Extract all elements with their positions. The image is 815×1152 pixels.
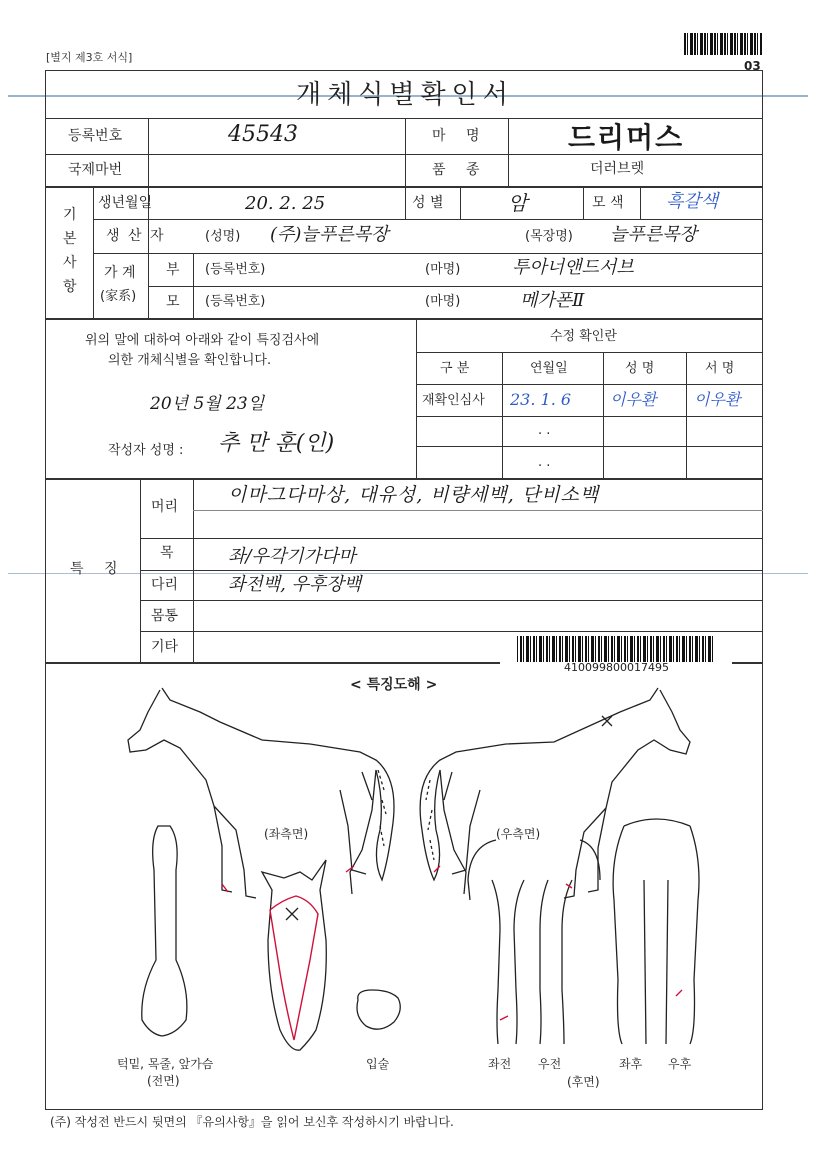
dam-reg-label: (등록번호) bbox=[205, 294, 266, 309]
rear-right-caption: 우후 bbox=[668, 1057, 692, 1071]
horse-name-value: 드리머스 bbox=[568, 121, 685, 154]
family-hanja: (家系) bbox=[100, 289, 137, 304]
right-side-caption: (우측면) bbox=[496, 827, 541, 841]
writer-value: 추 만 훈(인) bbox=[218, 431, 335, 456]
horse-name-label: 마 명 bbox=[432, 128, 488, 144]
legs-label: 다리 bbox=[151, 577, 179, 593]
rear-caption: (후면) bbox=[567, 1075, 600, 1089]
reg-no-label: 등록번호 bbox=[68, 128, 123, 144]
front-caption-2: (전면) bbox=[147, 1074, 180, 1088]
lips-caption: 입술 bbox=[366, 1057, 390, 1071]
breed-value: 더러브렛 bbox=[590, 161, 645, 177]
document-title: 개체식별확인서 bbox=[296, 80, 514, 110]
reg-no-value: 45543 bbox=[228, 122, 298, 147]
statement-line-2: 의한 개체식별을 확인합니다. bbox=[108, 353, 272, 368]
correction-title: 수정 확인란 bbox=[550, 329, 617, 344]
producer-name-value: (주)늘푸른목장 bbox=[270, 224, 389, 245]
sire-reg-label: (등록번호) bbox=[205, 262, 266, 277]
sex-label: 성 별 bbox=[412, 195, 444, 211]
row1-sign: 이우환 bbox=[694, 390, 741, 409]
col-name: 성 명 bbox=[625, 361, 655, 376]
birth-label: 생년월일 bbox=[98, 195, 153, 211]
basic-char-3: 사 bbox=[63, 255, 77, 271]
rear-left-caption: 좌후 bbox=[619, 1057, 643, 1071]
body-label: 몸통 bbox=[151, 608, 179, 624]
front-right-caption: 우전 bbox=[538, 1057, 562, 1071]
left-side-caption: (좌측면) bbox=[264, 827, 309, 841]
col-type: 구 분 bbox=[440, 361, 470, 376]
basic-char-2: 본 bbox=[63, 231, 77, 247]
front-caption-1: 턱밑, 목줄, 앞가슴 bbox=[117, 1057, 214, 1071]
row2-dots: . . bbox=[538, 423, 551, 438]
breed-label: 품 종 bbox=[432, 162, 488, 178]
sire-name-label: (마명) bbox=[425, 262, 461, 277]
intl-no-label: 국제마번 bbox=[68, 162, 123, 178]
basic-char-4: 항 bbox=[63, 279, 77, 295]
statement-line-1: 위의 말에 대하여 아래와 같이 특징검사에 bbox=[85, 333, 320, 348]
dam-name-label: (마명) bbox=[425, 294, 461, 309]
farm-label: (목장명) bbox=[525, 229, 573, 244]
form-number-label: [별지 제3호 서식] bbox=[46, 51, 133, 64]
row1-type: 재확인심사 bbox=[422, 393, 485, 408]
writer-label: 작성자 성명 : bbox=[108, 443, 184, 458]
features-label: 특 징 bbox=[70, 561, 126, 577]
head-value: 이마그다마상, 대유성, 비량세백, 단비소백 bbox=[228, 484, 600, 506]
producer-label: 생 산 자 bbox=[106, 228, 166, 244]
neck-value: 좌/우각기가다마 bbox=[228, 546, 356, 567]
col-date: 연월일 bbox=[530, 361, 568, 376]
head-label: 머리 bbox=[151, 499, 179, 515]
confirm-date-value: 20년 5월 23일 bbox=[150, 394, 265, 414]
family-label: 가 계 bbox=[104, 265, 136, 281]
neck-label: 목 bbox=[160, 545, 174, 561]
birth-value: 20. 2. 25 bbox=[245, 193, 326, 214]
legs-value: 좌전백, 우후장백 bbox=[228, 574, 362, 595]
sex-value: 암 bbox=[508, 191, 528, 215]
coat-color-label: 모 색 bbox=[592, 195, 624, 211]
coat-color-value: 흑갈색 bbox=[666, 191, 719, 212]
row3-dots: . . bbox=[538, 455, 551, 470]
front-left-caption: 좌전 bbox=[488, 1057, 512, 1071]
basic-char-1: 기 bbox=[63, 207, 77, 223]
diagram-title: < 특징도해 > bbox=[350, 677, 438, 693]
row1-date: 23. 1. 6 bbox=[510, 390, 572, 409]
footer-note: (주) 작성전 반드시 뒷면의 『유의사항』을 읽어 보신후 작성하시기 바랍니다. bbox=[50, 1115, 454, 1129]
col-sign: 서 명 bbox=[705, 361, 735, 376]
farm-value: 늘푸른목장 bbox=[610, 224, 697, 245]
other-label: 기타 bbox=[151, 639, 179, 655]
row1-name: 이우환 bbox=[610, 390, 657, 409]
producer-name-label: (성명) bbox=[205, 229, 241, 244]
sire-name-value: 투아너앤드서브 bbox=[512, 257, 634, 278]
dam-label: 모 bbox=[166, 294, 180, 310]
sire-label: 부 bbox=[166, 262, 180, 278]
page-number: 03 bbox=[744, 59, 761, 73]
dam-name-value: 메가폰Ⅱ bbox=[520, 290, 585, 311]
barcode-number: 410099800017495 bbox=[564, 661, 669, 674]
